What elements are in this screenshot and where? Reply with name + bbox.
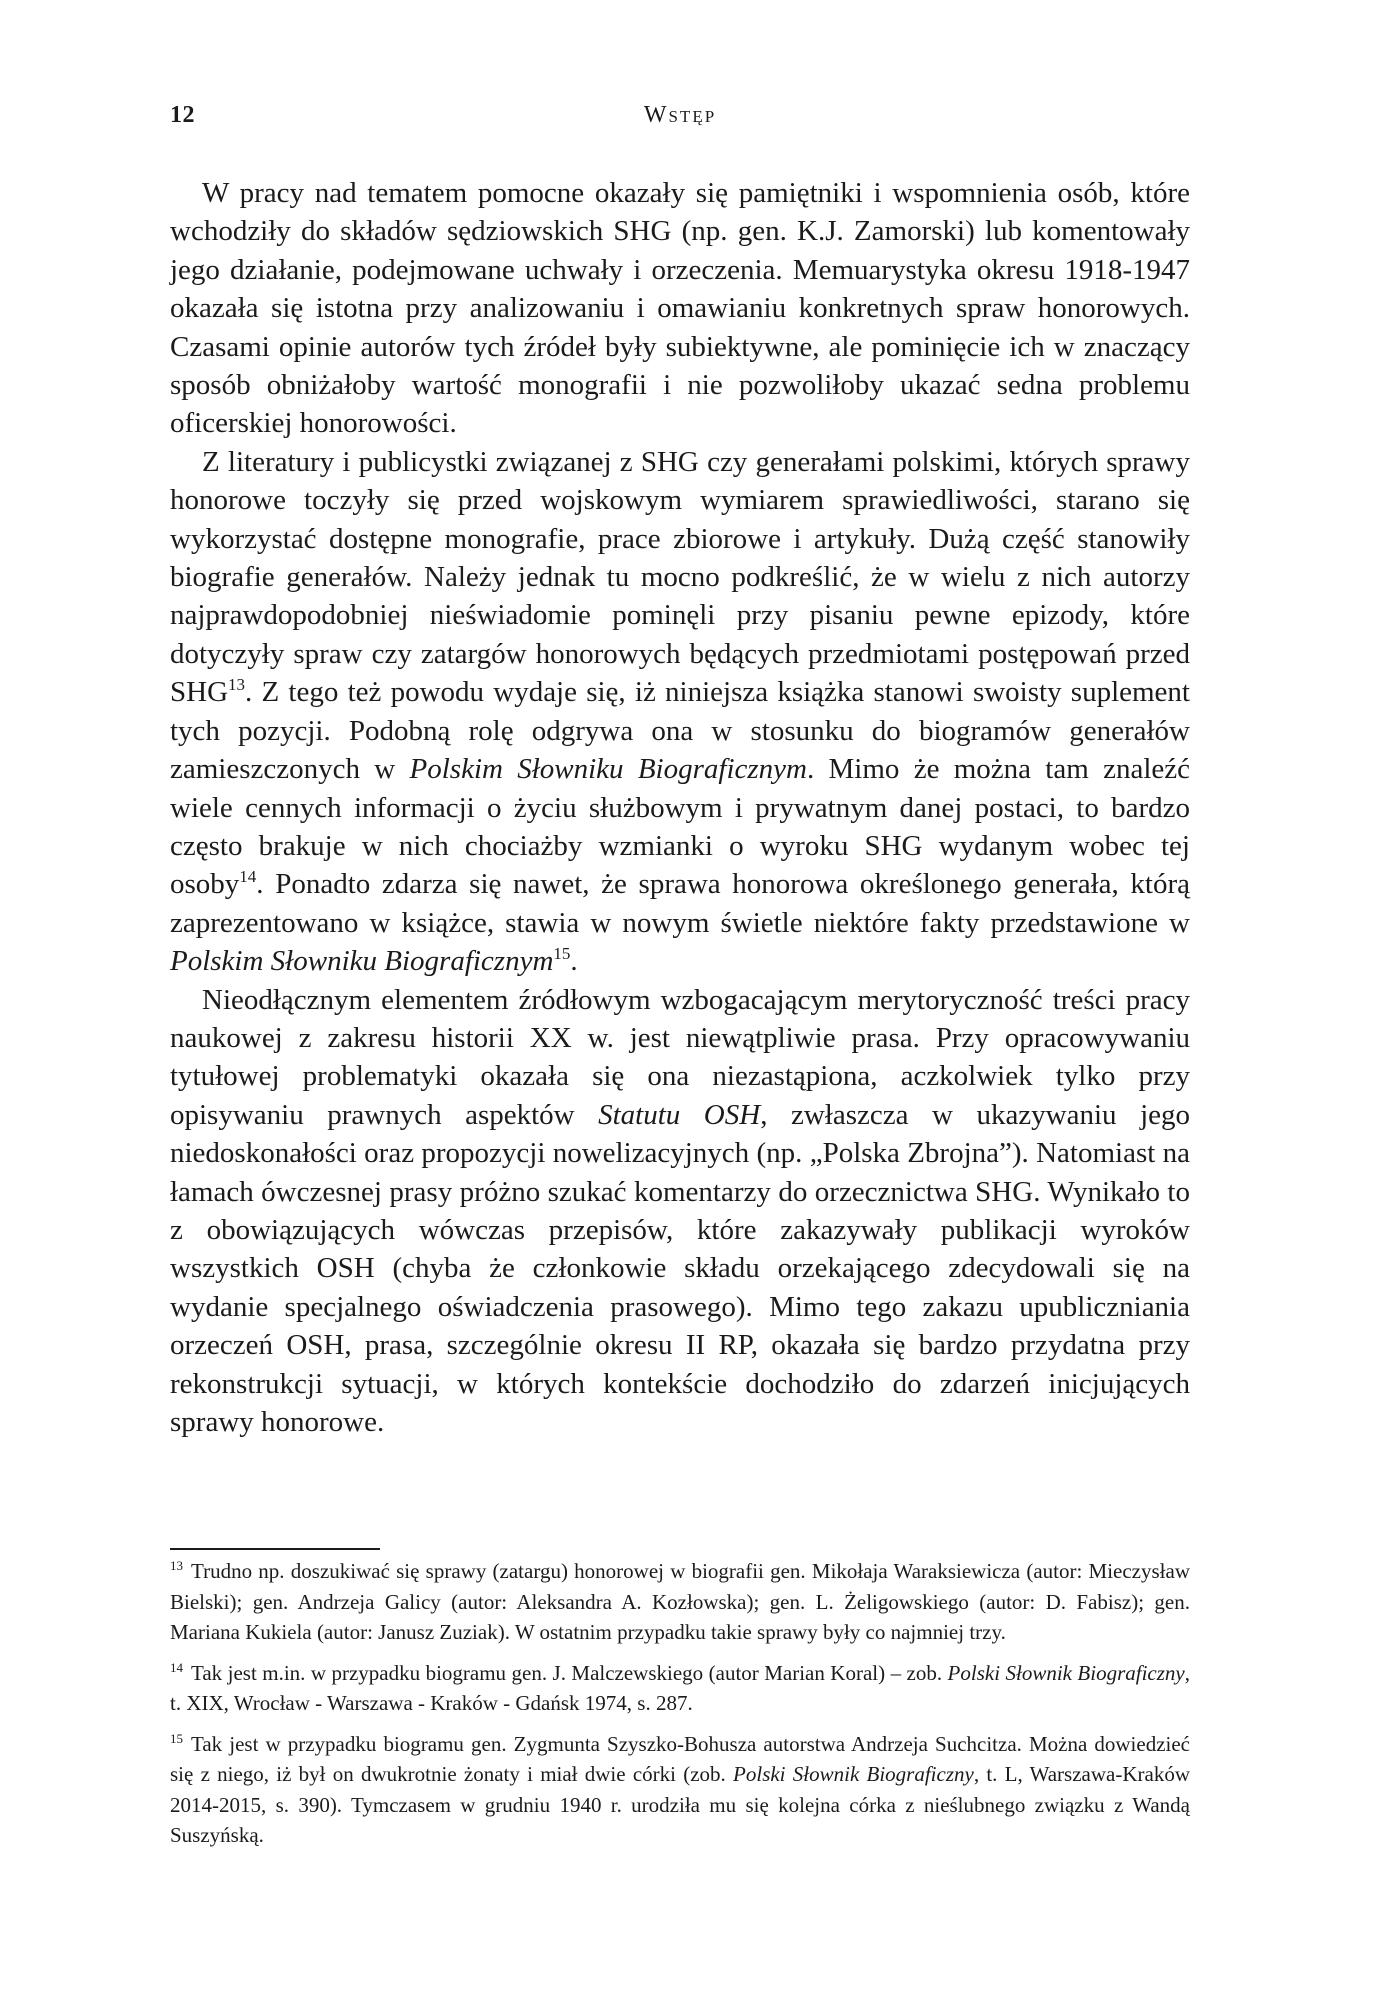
main-text [170,174,1190,1441]
footnote-text: Tak jest m.in. w przypadku biogramu gen. J. Malczewskiego (autor Marian Koral) – zob. [191,1660,948,1685]
footnote-text: , t. XIX, Wrocław - Warszawa - Kraków - Gdańsk 1974, s. 287. [170,1660,1191,1715]
footnote-text: , t. L, Warszawa-Kraków 2014-2015, s. 390). Tymczasem w grudniu 1940 r. urodziła mu się kolejna córka z nieślubnego związku z Wandą Suszyńską. [170,1762,1190,1847]
text-segment: Z literatury i publicystki związanej z SHG czy generałami polskimi, których sprawy honorowe toczyły się przed wojskowym wymiarem sprawiedliwości, starano się wykorzystać dostępne monografie, prace zbiorowe i artykuły. Dużą część stanowiły biografie generałów. Należy jednak tu mocno podkreślić, że w wielu z nich autorzy najprawdopodobniej nieświadomie pominęli przy pisaniu pewne epizody, które dotyczyły spraw czy zatargów honorowych będących przedmiotami postępowań przed SHG [170,445,1190,709]
italic-title: Polskim Słowniku Biograficznym [170,945,554,978]
footnote-mark: 13 [170,1558,183,1573]
text-segment: . Ponadto zdarza się nawet, że sprawa honorowa określonego generała, którą zaprezentowano w książce, stawia w nowym świetle niektóre fakty przedstawione w [170,868,1190,939]
italic-title: Polski Słownik Biograficzny [947,1660,1185,1685]
italic-title: Statutu OSH [598,1098,761,1131]
page-header [170,102,1190,138]
footnotes [170,1556,1190,1861]
footnote-text: Tak jest w przypadku biogramu gen. Zygmunta Szyszko-Bohusza autorstwa Andrzeja Suchcitza. Można dowiedzieć się z niego, iż był on dwukrotnie żonaty i miał dwie córki (zob. [170,1731,1190,1786]
paragraph-1: W pracy nad tematem pomocne okazały się pamiętniki i wspomnienia osób, które wchodziły do składów sędziowskich SHG (np. gen. K.J. Zamorski) lub komentowały jego działanie, podejmowane uchwały i orzeczenia. Memuarystyka okresu 1918-1947 okazała się istotna przy analizowaniu i omawianiu konkretnych spraw honorowych. Czasami opinie autorów tych źródeł były subiektywne, ale pominięcie ich w znaczący sposób obniżałoby wartość monografii i nie pozwoliłoby ukazać sedna problemu oficerskiej honorowości. [170,177,1190,440]
page-number: 12 [170,102,195,128]
footnote-mark: 15 [170,1730,183,1746]
footnote-13 [170,1556,1190,1648]
text-segment: Nieodłącznym elementem źródłowym wzbogacającym merytoryczność treści pracy naukowej z zakresu historii XX w. jest niewątpliwie prasa. Przy opracowywaniu tytułowej problematyki okazała się ona niezastąpiona, aczkolwiek tylko przy opisywaniu prawnych aspektów [170,983,1190,1131]
text-segment: . Z tego też powodu wydaje się, iż niniejsza książka stanowi swoisty suplement tych pozycji. Podobną rolę odgrywa ona w stosunku do biogramów generałów zamieszczonych w [170,676,1190,786]
italic-title: Polskim Słowniku Biograficznym [409,753,807,786]
footnote-15 [170,1729,1190,1851]
text-segment: , zwłaszcza w ukazywaniu jego niedoskonałości oraz propozycji nowelizacyjnych (np. „Polska Zbrojna”). Natomiast na łamach ówczesnej prasy próżno szukać komentarzy do orzecznictwa SHG. Wynikało to z obowiązujących wówczas przepisów, które zakazywały publikacji wyroków wszystkich OSH (chyba że członkowie składu orzekającego zdecydowali się na wydanie specjalnego oświadczenia prasowego). Mimo tego zakazu upubliczniania orzeczeń OSH, prasa, szczególnie okresu II RP, okazała się bardzo przydatna przy rekonstrukcji sytuacji, w których kontekście dochodziło do zdarzeń inicjujących sprawy honorowe. [170,1098,1190,1438]
footnote-14 [170,1658,1190,1719]
text-segment: . [570,945,578,978]
italic-title: Polski Słownik Biograficzny [733,1762,974,1786]
footnote-ref-14: 14 [239,867,257,887]
paragraph-2 [170,443,1190,981]
paragraph-3 [170,981,1190,1442]
running-head: Wstęp [643,102,717,128]
footnote-mark: 14 [170,1659,183,1675]
footnote-divider [170,1548,380,1550]
footnote-ref-13: 13 [228,675,246,695]
footnote-text: Trudno np. doszukiwać się sprawy (zatargu) honorowej w biografii gen. Mikołaja Waraksiewicza (autor: Mieczysław Bielski); gen. Andrzeja Galicy (autor: Aleksandra A. Kozłowska); gen. L. Żeligowskiego (autor: D. Fabisz); gen. Mariana Kukiela (autor: Janusz Zuziak). W ostatnim przypadku takie sprawy były co najmniej trzy. [170,1559,1190,1644]
footnote-ref-15: 15 [553,944,571,964]
text-segment: . Mimo że można tam znaleźć wiele cennych informacji o życiu służbowym i prywatnym danej postaci, to bardzo często brakuje w nich chociażby wzmianki o wyroku SHG wydanym wobec tej osoby [170,753,1190,901]
